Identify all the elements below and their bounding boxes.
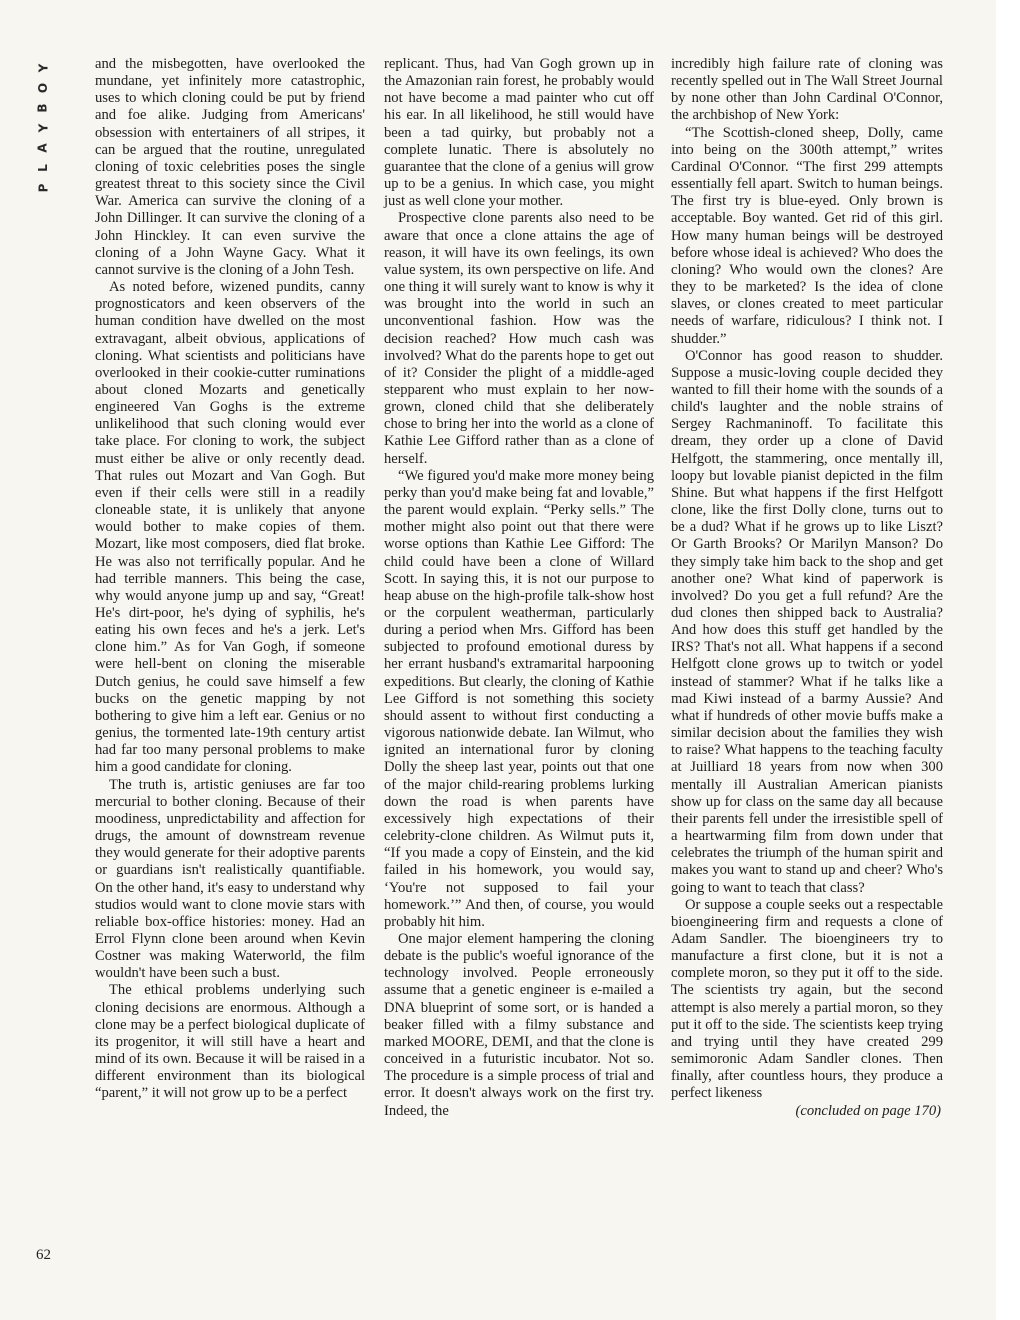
paragraph: Prospective clone parents also need to be aware that once a clone attains the age of reason, it will have its own feelings, its own value system, its own perspective on life. And one thing it will surely want to know is why it was brought into the world in such an unconventional fashion. How was the decision reached? How much cash was involved? What do the parents hope to get out of it? Consider the plight of a middle-aged stepparent who must explain to her now-grown, cloned child that she deliberately chose to bring her into the world as a clone of Kathie Lee Gifford rather than as a clone of herself. [384,210,654,467]
paragraph: incredibly high failure rate of cloning was recently spelled out in The Wall Street Journal by none other than John Cardinal O'Connor, the archbishop of New York: [671,56,943,124]
paragraph: O'Connor has good reason to shudder. Suppose a music-loving couple decided they wanted to fill their home with the sounds of a child's laughter and the noble strains of Sergey Rachmaninoff. To facilitate this dream, they order up a clone of David Helfgott, the stammering, once mentally ill, loopy but lovable pianist depicted in the film Shine. But what happens if the first Helfgott clone, like the first Dolly clone, turns out to be a dud? What if he grows up to like Liszt? Or Garth Brooks? Or Marilyn Manson? Do they simply take him back to the shop and get another one? What kind of paperwork is involved? Do you get a full refund? Are the dud clones then shipped back to Australia? And how does this stuff get handled by the IRS? That's not all. What happens if a second Helfgott clone grows up to twitch or yodel instead of stammer? What if he talks like a mad Kiwi instead of a barmy Aussie? And what if hundreds of other movie buffs make a similar decision about the families they wish to raise? What happens to the teaching faculty at Juilliard 18 years from now when 300 mentally ill Australian American pianists show up for class on the same day all because their parents fell under the irresistible spell of a heartwarming film from down under that celebrates the triumph of the human spirit and makes you want to stand up and cheer? Who's going to want to teach that class? [671,347,943,896]
masthead-letter: L [36,164,50,172]
paragraph: One major element hampering the cloning debate is the public's woeful ignorance of the technology involved. People erroneously assume that a genetic engineer is e-mailed a DNA blueprint of some sort, or is handed a beaker filled with a filmy substance and marked MOORE, DEMI, and that the clone is conceived in a futuristic incubator. Not so. The procedure is a simple process of trial and error. It doesn't always work on the first try. Indeed, the [384,930,654,1119]
paragraph: and the misbegotten, have overlooked the mundane, yet infinitely more catastrophic, uses to which cloning could be put by friend and foe alike. Judging from Americans' obsession with entertainers of all stripes, it can be argued that the routine, unregulated cloning of toxic celebrities poses the single greatest threat to this society since the Civil War. America can survive the cloning of a John Dillinger. It can survive the cloning of a John Hinckley. It can even survive the cloning of a John Wayne Gacy. What it cannot survive is the cloning of a John Tesh. [95,56,365,278]
masthead-letter: Y [35,63,50,73]
paragraph: “The Scottish-cloned sheep, Dolly, came into being on the 300th attempt,” writes Cardinal O'Connor. “The first 299 attempts essentially fell apart. Switch to human beings. The first try is blue-eyed. Only brown is acceptable. Boy wanted. Get rid of this girl. How many human beings will be destroyed before whose ideal is achieved? Who does the cloning? Who would own the clones? Are they to be marketed? Is the idea of clone slaves, or clones created to meet particular needs of warfare, ridiculous? I think not. I shudder.” [671,124,943,347]
continuation-note: (concluded on page 170) [795,1102,941,1119]
paragraph: The truth is, artistic geniuses are far too mercurial to bother cloning. Because of their moodiness, unpredictability and affection for drugs, the amount of downstream revenue they would generate for their adoptive parents or guardians isn't realistically quantifiable. On the other hand, it's easy to understand why studios would want to clone movie stars with reliable box-office histories: money. Had an Errol Flynn clone been around when Kevin Costner was making Waterworld, the film wouldn't have been such a bust. [95,776,365,982]
masthead-letter: O [35,82,50,94]
masthead-letter: Y [35,123,50,133]
masthead-letter: A [35,143,50,153]
article-column-2 [384,56,654,1120]
page-number: 62 [36,1247,51,1263]
paragraph: As noted before, wizened pundits, canny prognosticators and keen observers of the human condition have dwelled on the most extravagant, albeit obvious, applications of cloning. What scientists and politicians have overlooked in their cookie-cutter ruminations about cloned Mozarts and genetically engineered Van Goghs is the extreme unlikelihood that such cloning would ever take place. For cloning to work, the subject must either be alive or only recently dead. That rules out Mozart and Van Gogh. But even if their cells were still in a readily cloneable state, it is unlikely that anyone would bother to make copies of them. Mozart, like most composers, died flat broke. He was also not terrifically popular. And he had terrible manners. This being the case, why would anyone jump up and say, “Great! He's dirt-poor, he's dying of syphilis, he's eating his own feces and he's a jerk. Let's clone him.” As for Van Gogh, if someone were hell-bent on cloning the miserable Dutch genius, he could save himself a few bucks on the genetic mapping by not bothering to give him a left ear. Genius or no genius, the tormented late-19th century artist had far too many personal problems to make him a good candidate for cloning. [95,279,365,776]
paragraph: replicant. Thus, had Van Gogh grown up in the Amazonian rain forest, he probably would not have become a mad painter who cut off his ear. In all likelihood, he still would have been a tad quirky, but probably not a complete lunatic. There is absolutely no guarantee that the clone of a genius will grow up to be a genius. In which case, you might just as well clone your mother. [384,56,654,210]
masthead-letter: B [36,103,50,113]
masthead-letter: P [35,183,50,193]
article-column-1 [95,56,365,1103]
paragraph: Or suppose a couple seeks out a respectable bioengineering firm and requests a clone of Adam Sandler. The bioengineers try to manufacture a first clone, but it is not a complete moron, so they put it off to the side. The scientists try again, but the second attempt is also merely a partial moron, so they put it off to the side. The scientists keep trying and trying until they have created 299 semimoronic Adam Sandler clones. Then finally, after countless hours, they produce a perfect likeness [671,896,943,1102]
paragraph: “We figured you'd make more money being perky than you'd make being fat and lovable,” the parent would explain. “Perky sells.” The mother might also point out that there were worse options than Kathie Lee Gifford: The child could have been a clone of Willard Scott. In saying this, it is not our purpose to heap abuse on the high-profile talk-show host or the corpulent weatherman, particularly during a period when Mrs. Gifford has been subjected to profound emotional duress by her errant husband's extramarital harpooning expeditions. But clearly, the cloning of Kathie Lee Gifford is not something this society should assent to without first conducting a vigorous nationwide debate. Ian Wilmut, who ignited an international furor by cloning Dolly the sheep last year, points out that one of the major child-rearing problems lurking down the road is when parents have excessively high expectations of their celebrity-clone children. As Wilmut puts it, “If you made a copy of Einstein, and the kid failed in his homework, you would say, ‘You're not supposed to fail your homework.’” And then, of course, you would probably hit him. [384,467,654,930]
paragraph: The ethical problems underlying such cloning decisions are enormous. Although a clone may be a perfect biological duplicate of its progenitor, it will still have a heart and mind of its own. Because it will be raised in a different environment than its biological “parent,” it will not grow up to be a perfect [95,982,365,1102]
article-column-3 [671,56,943,1120]
vertical-masthead [32,58,54,198]
